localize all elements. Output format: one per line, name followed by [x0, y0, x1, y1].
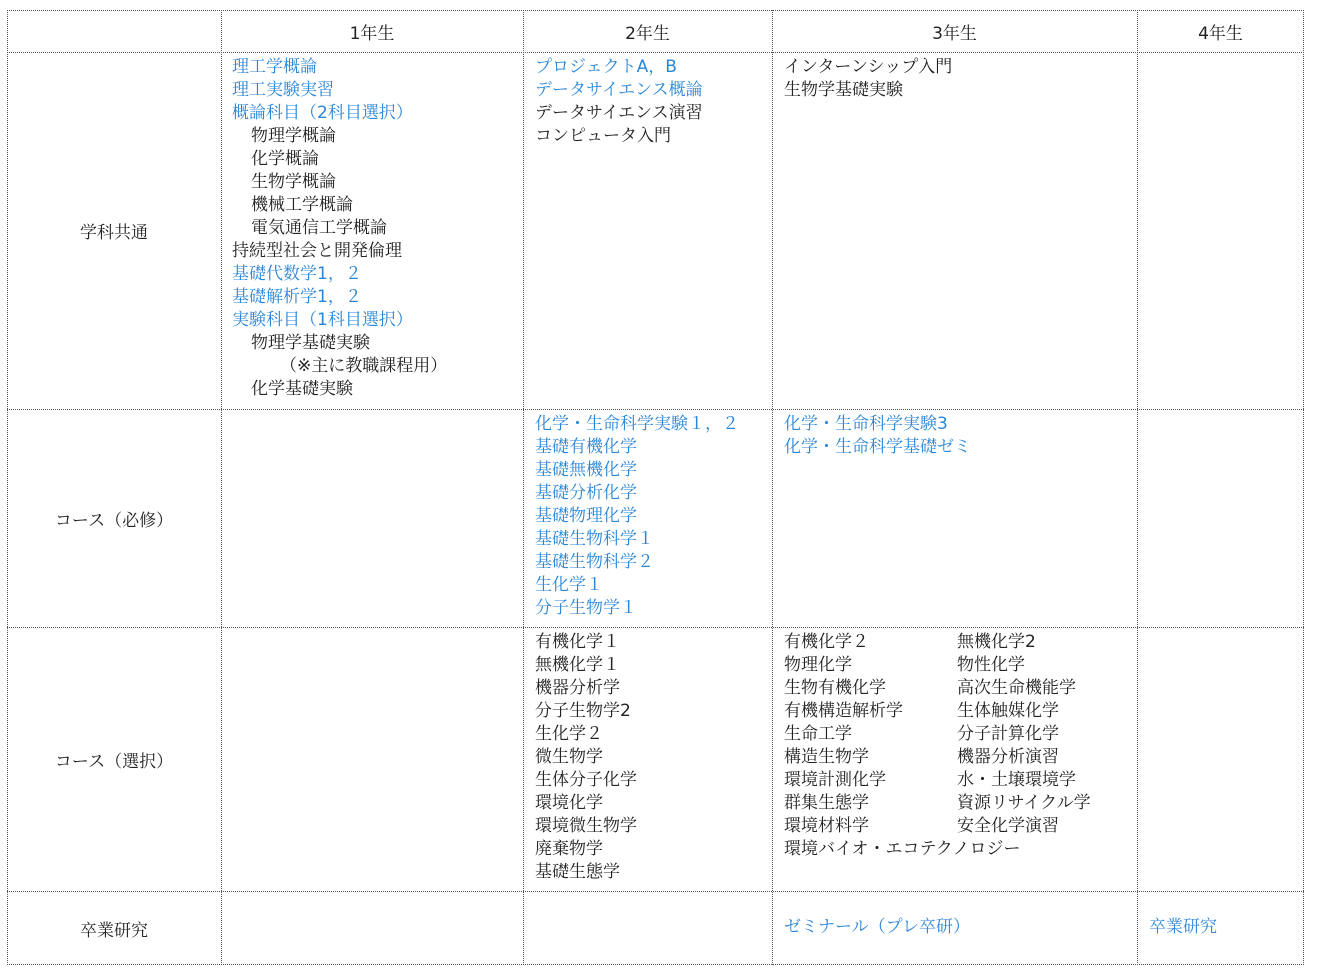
- course-item: 環境化学: [535, 793, 603, 813]
- course-item: 生物有機化学: [784, 678, 886, 698]
- course-item: 理工実験実習: [232, 80, 334, 100]
- cell-elective-year3-right: [957, 631, 1091, 838]
- course-item: 化学・生命科学実験3: [784, 414, 948, 434]
- cell-elective-year2: [535, 631, 637, 884]
- course-item: 資源リサイクル学: [957, 793, 1091, 813]
- course-item: 無機化学１: [535, 655, 620, 675]
- course-item: 物理学概論: [251, 126, 336, 146]
- course-item: 群集生態学: [784, 793, 869, 813]
- course-item: 基礎代数学1，２: [232, 264, 362, 284]
- course-item: 基礎分析化学: [535, 483, 637, 503]
- row-label-common: 学科共通: [80, 223, 148, 243]
- cell-common-year1: [232, 56, 447, 401]
- row-label-required: コース（必修）: [54, 510, 174, 531]
- course-item: 基礎生態学: [535, 862, 620, 882]
- course-item: 環境微生物学: [535, 816, 637, 836]
- cell-common-year2: [535, 56, 703, 148]
- column-divider: [772, 10, 773, 965]
- course-item: 生化学１: [535, 575, 603, 595]
- course-item: 環境計測化学: [784, 770, 886, 790]
- course-item: 物理学基礎実験: [251, 333, 370, 353]
- course-item: 化学概論: [251, 149, 319, 169]
- course-item: 安全化学演習: [957, 816, 1059, 836]
- course-item: 持続型社会と開発倫理: [232, 241, 402, 261]
- course-item: 生命工学: [784, 724, 852, 744]
- header-year-2: 2年生: [625, 23, 670, 44]
- course-item: （※主に教職課程用）: [280, 356, 448, 376]
- course-item: 機器分析学: [535, 678, 620, 698]
- course-item: 電気通信工学概論: [251, 218, 387, 238]
- course-item: 基礎無機化学: [535, 460, 637, 480]
- course-item: 有機構造解析学: [784, 701, 903, 721]
- row-label-thesis: 卒業研究: [80, 920, 148, 941]
- course-item: 環境材料学: [784, 816, 869, 836]
- course-item: 生物学概論: [251, 172, 336, 192]
- column-divider: [221, 10, 222, 965]
- row-label-elective: コース（選択）: [54, 751, 174, 772]
- course-item: 化学・生命科学実験１，２: [535, 414, 739, 434]
- course-item: 物性化学: [957, 655, 1025, 675]
- header-year-1: 1年生: [349, 23, 395, 44]
- course-item: データサイエンス概論: [535, 80, 703, 100]
- course-item: プロジェクトA，B: [535, 57, 677, 77]
- course-item: 機器分析演習: [957, 747, 1059, 767]
- course-item: 生物学基礎実験: [784, 80, 903, 100]
- course-item: 基礎物理化学: [535, 506, 637, 526]
- course-item: 機械工学概論: [251, 195, 353, 215]
- course-item: 高次生命機能学: [957, 678, 1076, 698]
- course-item: データサイエンス演習: [535, 103, 703, 123]
- cell-common-year3: [784, 56, 952, 102]
- course-item: コンピュータ入門: [535, 126, 671, 146]
- course-item: 生体分子化学: [535, 770, 637, 790]
- course-item: 生化学２: [535, 724, 603, 744]
- course-item: 構造生物学: [784, 747, 869, 767]
- course-item: 無機化学2: [957, 632, 1036, 652]
- course-item: 実験科目（1科目選択）: [232, 310, 413, 330]
- header-year-4: 4年生: [1198, 23, 1243, 44]
- course-item: 生体触媒化学: [957, 701, 1059, 721]
- course-item: 分子生物学１: [535, 598, 637, 618]
- course-item: インターンシップ入門: [784, 57, 953, 77]
- course-item: 基礎生物科学１: [535, 529, 654, 549]
- cell-required-year3: [784, 413, 971, 459]
- course-item: 微生物学: [535, 747, 603, 767]
- course-item: 有機化学２: [784, 632, 869, 652]
- course-item: 水・土壌環境学: [957, 770, 1076, 790]
- course-item: 化学・生命科学基礎ゼミ: [784, 437, 971, 457]
- course-item: 分子生物学2: [535, 701, 631, 721]
- course-item: 概論科目（2科目選択）: [232, 103, 413, 123]
- course-item: 基礎生物科学２: [535, 552, 654, 572]
- header-year-3: 3年生: [932, 23, 977, 44]
- course-item: ゼミナール（プレ卒研）: [784, 917, 970, 937]
- column-divider: [1137, 10, 1138, 965]
- course-item: 廃棄物学: [535, 839, 603, 859]
- course-item: 理工学概論: [232, 57, 317, 77]
- column-divider: [523, 10, 524, 965]
- course-item: 環境バイオ・エコテクノロジー: [784, 839, 1021, 859]
- cell-thesis-year4: [1149, 916, 1217, 939]
- course-item: 物理化学: [784, 655, 852, 675]
- course-item: 基礎解析学1，２: [232, 287, 362, 307]
- course-item: 分子計算化学: [957, 724, 1059, 744]
- course-item: 有機化学１: [535, 632, 620, 652]
- cell-required-year2: [535, 413, 739, 620]
- course-item: 基礎有機化学: [535, 437, 637, 457]
- cell-thesis-year3: [784, 916, 970, 939]
- course-item: 卒業研究: [1149, 917, 1217, 937]
- course-item: 化学基礎実験: [251, 379, 353, 399]
